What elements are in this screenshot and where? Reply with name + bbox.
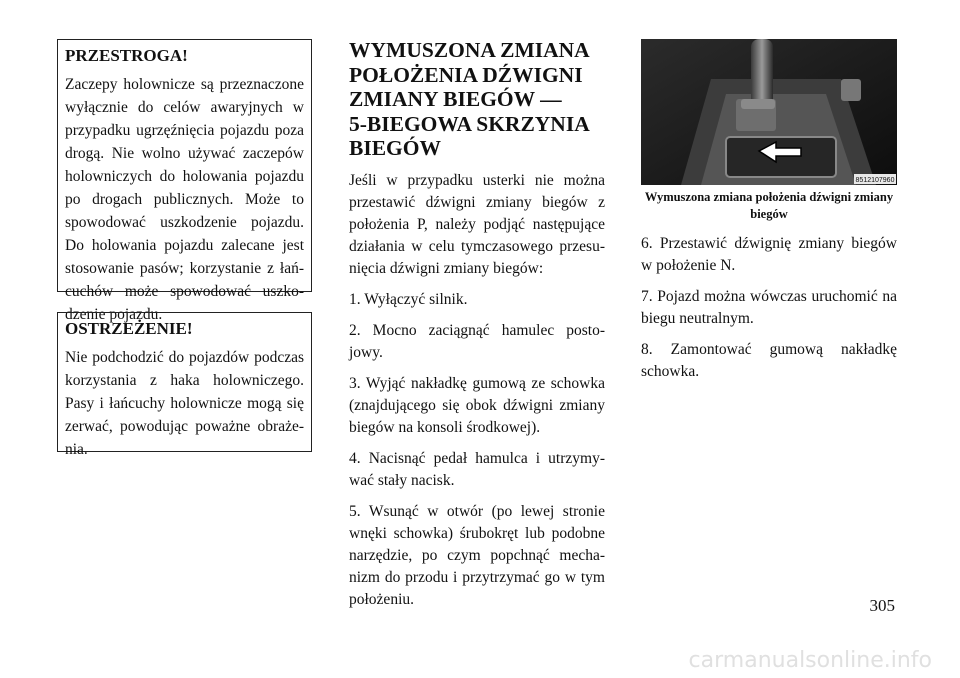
step-5: 5. Wsunąć w otwór (po lewej stronie wnęki schowka) śrubokręt lub podobne narzędzie, po czym popchnąć mecha-nizm do przodu i przytrzymać go w tym położeniu. <box>349 502 605 608</box>
heading-line: ZMIANY BIEGÓW — <box>349 87 562 111</box>
watermark: carmanualsonline.info <box>688 648 932 673</box>
heading-line: WYMUSZONA ZMIANA <box>349 38 590 62</box>
warning-title: OSTRZEŻENIE! <box>65 319 193 338</box>
step-6: 6. Przestawić dźwignię zmiany biegów w położenie N. <box>641 235 897 274</box>
figure-code: 8512107960 <box>855 177 895 184</box>
page-number: 305 <box>869 596 895 615</box>
step-8: 8. Zamontować gumową nakładkę schowka. <box>641 341 897 380</box>
step-7: 7. Pojazd można wówczas uruchomić na biegu neutralnym. <box>641 288 897 327</box>
intro-paragraph: Jeśli w przypadku usterki nie można przestawić dźwigni zmiany biegów z położenia P, należy podjąć następujące działania w celu tymczasowego przesu-nięcia dźwigni zmiany biegów: <box>349 171 605 277</box>
gear-shifter-illustration <box>641 39 897 185</box>
caution-box <box>57 39 312 323</box>
section-column <box>349 38 605 620</box>
caution-title: PRZESTROGA! <box>65 46 188 65</box>
heading-line: POŁOŻENIA DŹWIGNI <box>349 62 583 87</box>
step-2: 2. Mocno zaciągnąć hamulec posto-jowy. <box>349 321 605 361</box>
step-3: 3. Wyjąć nakładkę gumową ze schowka (znajdującego się obok dźwigni zmiany biegów na konsoli środkowej). <box>349 374 605 436</box>
figure-caption: Wymuszona zmiana położenia dźwigni zmiany biegów <box>644 190 894 221</box>
warning-box <box>57 312 312 458</box>
warning-text: Nie podchodzić do pojazdów podczas korzystania z haka holowniczego. Pasy i łańcuchy holownicze mogą się zerwać, powodując poważne obraże-nia. <box>65 349 304 458</box>
step-4: 4. Nacisnąć pedał hamulca i utrzymy-wać stały nacisk. <box>349 449 605 489</box>
heading-line: 5-BIEGOWA SKRZYNIA <box>349 111 590 136</box>
figure-column <box>641 39 897 392</box>
heading-line: BIEGÓW <box>349 136 441 160</box>
gear-shifter-photo <box>641 39 897 185</box>
step-1: 1. Wyłączyć silnik. <box>349 290 468 308</box>
section-heading <box>349 38 605 161</box>
caution-text: Zaczepy holownicze są przeznaczone wyłącznie do celów awaryjnych w przypadku ugrzęźnięcia pojazdu poza drogą. Nie wolno używać zaczepów holowniczych do holowania pojazdu po drogach publicznych. Może to spowodować uszkodzenie pojazdu. Do holowania pojazdu zalecane jest stosowanie pasów; korzystanie z łań-cuchów może spowodować uszko-dzenie pojazdu. <box>65 76 304 323</box>
